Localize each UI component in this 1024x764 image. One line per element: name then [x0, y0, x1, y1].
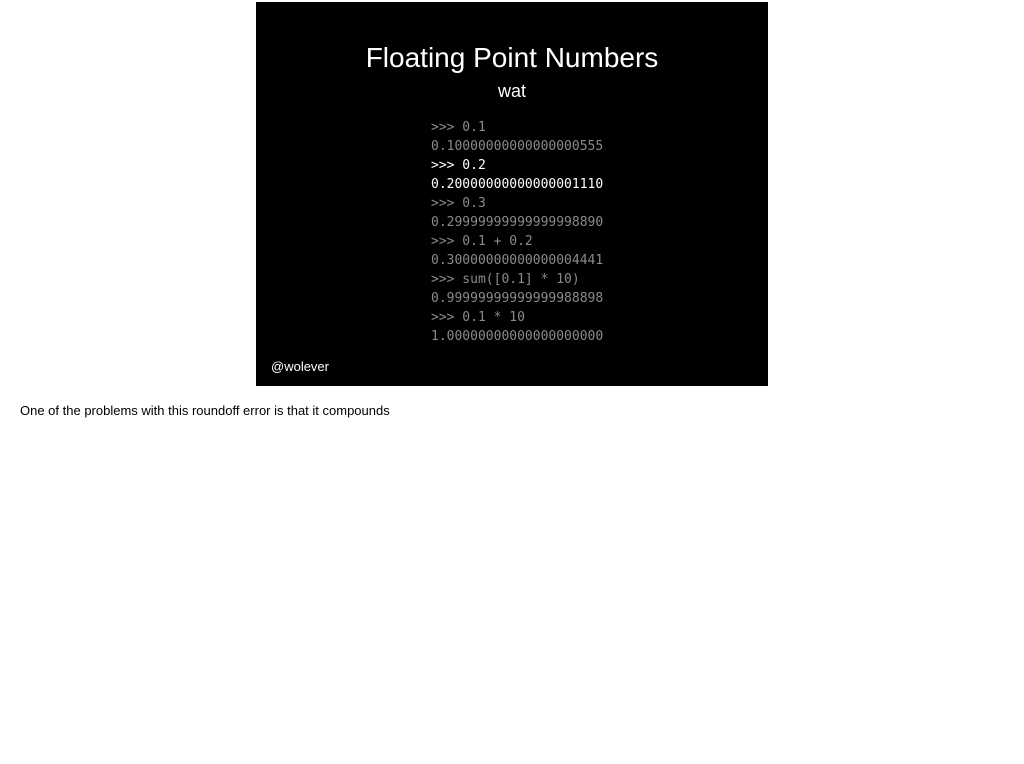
- speaker-notes: One of the problems with this roundoff error is that it compounds: [20, 403, 390, 418]
- console-line: 1.00000000000000000000: [431, 329, 604, 344]
- slide: [256, 2, 768, 386]
- console-line: >>> 0.3: [431, 196, 486, 211]
- console-line: 0.10000000000000000555: [431, 139, 604, 154]
- slide-title: Floating Point Numbers: [365, 42, 659, 73]
- python-console-transcript: [431, 118, 603, 346]
- author-handle: @wolever: [271, 359, 329, 374]
- console-line: >>> 0.1 + 0.2: [431, 234, 533, 249]
- console-line: 0.29999999999999998890: [431, 215, 604, 230]
- console-line: >>> 0.1 * 10: [431, 310, 525, 325]
- console-line: >>> sum([0.1] * 10): [431, 272, 580, 287]
- console-line: >>> 0.2: [431, 158, 486, 173]
- console-line: 0.30000000000000004441: [431, 253, 604, 268]
- console-line: 0.20000000000000001110: [431, 177, 604, 192]
- console-line: 0.99999999999999988898: [431, 291, 604, 306]
- slide-subtitle: wat: [497, 81, 526, 101]
- console-line: >>> 0.1: [431, 120, 486, 135]
